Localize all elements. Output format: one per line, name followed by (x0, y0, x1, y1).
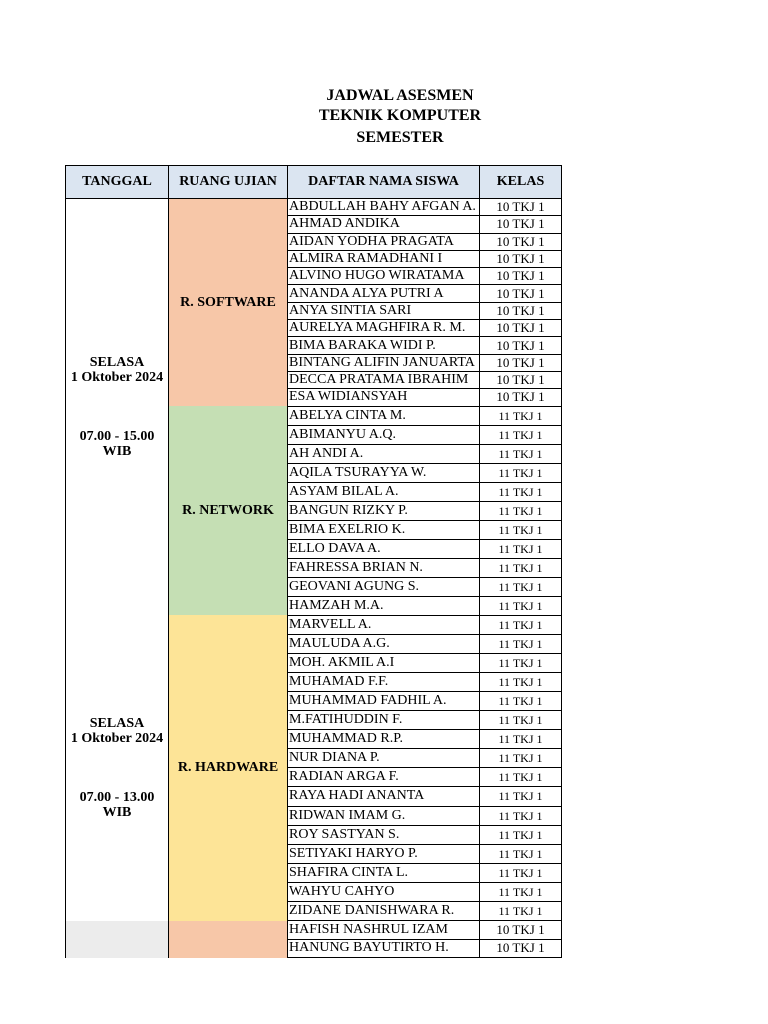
student-class: 11 TKJ 1 (480, 634, 562, 653)
student-name: FAHRESSA BRIAN N. (288, 558, 480, 577)
student-class: 11 TKJ 1 (480, 901, 562, 920)
student-class: 11 TKJ 1 (480, 482, 562, 501)
student-name: MUHAMMAD FADHIL A. (288, 691, 480, 710)
student-class: 11 TKJ 1 (480, 596, 562, 615)
student-class: 10 TKJ 1 (480, 320, 562, 337)
student-class: 10 TKJ 1 (480, 337, 562, 354)
student-class: 11 TKJ 1 (480, 577, 562, 596)
student-name: BIMA BARAKA WIDI P. (288, 337, 480, 354)
room-cell (169, 615, 288, 921)
student-name: NUR DIANA P. (288, 749, 480, 768)
student-class: 11 TKJ 1 (480, 539, 562, 558)
student-class: 10 TKJ 1 (480, 199, 562, 216)
room-cell (169, 921, 288, 958)
student-name: MAULUDA A.G. (288, 634, 480, 653)
student-name: ROY SASTYAN S. (288, 825, 480, 844)
student-name: ABIMANYU A.Q. (288, 425, 480, 444)
timezone-label: WIB (102, 444, 132, 460)
student-name: ELLO DAVA A. (288, 539, 480, 558)
student-name: M.FATIHUDDIN F. (288, 711, 480, 730)
student-name: HANUNG BAYUTIRTO H. (288, 939, 480, 958)
student-class: 10 TKJ 1 (480, 285, 562, 302)
column-header-tanggal: TANGGAL (66, 166, 169, 199)
student-class: 11 TKJ 1 (480, 520, 562, 539)
student-name: HAMZAH M.A. (288, 596, 480, 615)
student-class: 11 TKJ 1 (480, 882, 562, 901)
student-class: 11 TKJ 1 (480, 653, 562, 672)
date-cell (66, 921, 169, 958)
date-cell (66, 199, 169, 616)
title-line-1: JADWAL ASESMEN (326, 87, 474, 104)
room-label: R. SOFTWARE (180, 294, 276, 310)
student-name: MUHAMAD F.F. (288, 672, 480, 691)
student-name: ESA WIDIANSYAH (288, 389, 480, 406)
table-header-row (66, 166, 562, 199)
gap (66, 746, 168, 790)
student-name: RADIAN ARGA F. (288, 768, 480, 787)
student-class: 11 TKJ 1 (480, 825, 562, 844)
gap (66, 385, 168, 429)
student-name: SHAFIRA CINTA L. (288, 863, 480, 882)
student-class: 11 TKJ 1 (480, 615, 562, 634)
student-name: ZIDANE DANISHWARA R. (288, 901, 480, 920)
student-name: GEOVANI AGUNG S. (288, 577, 480, 596)
student-class: 11 TKJ 1 (480, 787, 562, 806)
student-class: 10 TKJ 1 (480, 371, 562, 388)
student-name: AH ANDI A. (288, 444, 480, 463)
student-name: RIDWAN IMAM G. (288, 806, 480, 825)
student-class: 10 TKJ 1 (480, 216, 562, 233)
student-class: 10 TKJ 1 (480, 250, 562, 267)
student-class: 11 TKJ 1 (480, 749, 562, 768)
student-name: ANANDA ALYA PUTRI A (288, 285, 480, 302)
room-label: R. NETWORK (182, 502, 274, 518)
column-header-kelas: KELAS (480, 166, 562, 199)
date-label: 1 Oktober 2024 (70, 370, 164, 386)
room-label: R. HARDWARE (177, 759, 279, 775)
table-row (66, 615, 562, 634)
student-name: HAFISH NASHRUL IZAM (288, 921, 480, 940)
student-class: 11 TKJ 1 (480, 672, 562, 691)
room-cell (169, 406, 288, 615)
day-label: SELASA (89, 355, 145, 371)
student-class: 11 TKJ 1 (480, 768, 562, 787)
student-name: RAYA HADI ANANTA (288, 787, 480, 806)
student-class: 10 TKJ 1 (480, 268, 562, 285)
table-row (66, 921, 562, 940)
student-name: ALVINO HUGO WIRATAMA (288, 268, 480, 285)
date-cell (66, 615, 169, 921)
room-cell (169, 199, 288, 407)
student-class: 11 TKJ 1 (480, 806, 562, 825)
time-label: 07.00 - 15.00 (79, 429, 155, 445)
date-label: 1 Oktober 2024 (70, 730, 164, 746)
student-class: 11 TKJ 1 (480, 425, 562, 444)
student-name: ANYA SINTIA SARI (288, 302, 480, 319)
student-class: 11 TKJ 1 (480, 463, 562, 482)
date-info (66, 716, 168, 820)
student-name: AHMAD ANDIKA (288, 216, 480, 233)
student-class: 11 TKJ 1 (480, 444, 562, 463)
student-name: MARVELL A. (288, 615, 480, 634)
student-name: MOH. AKMIL A.I (288, 653, 480, 672)
student-name: WAHYU CAHYO (288, 882, 480, 901)
student-class: 11 TKJ 1 (480, 711, 562, 730)
student-class: 11 TKJ 1 (480, 730, 562, 749)
student-name: BINTANG ALIFIN JANUARTA (288, 354, 480, 371)
table-row (66, 199, 562, 216)
student-name: ABELYA CINTA M. (288, 406, 480, 425)
student-name: BIMA EXELRIO K. (288, 520, 480, 539)
student-class: 10 TKJ 1 (480, 389, 562, 406)
student-class: 10 TKJ 1 (480, 921, 562, 940)
student-name: ASYAM BILAL A. (288, 482, 480, 501)
column-header-ruang-ujian: RUANG UJIAN (169, 166, 288, 199)
student-name: ALMIRA RAMADHANI I (288, 250, 480, 267)
title-line-2: TEKNIK KOMPUTER (318, 107, 482, 124)
student-class: 10 TKJ 1 (480, 354, 562, 371)
date-info (66, 355, 168, 459)
student-class: 11 TKJ 1 (480, 863, 562, 882)
title-line-3: SEMESTER (356, 129, 444, 146)
student-class: 11 TKJ 1 (480, 691, 562, 710)
student-name: BANGUN RIZKY P. (288, 501, 480, 520)
student-name: SETIYAKI HARYO P. (288, 844, 480, 863)
student-name: AIDAN YODHA PRAGATA (288, 233, 480, 250)
student-name: AURELYA MAGHFIRA R. M. (288, 320, 480, 337)
student-name: ABDULLAH BAHY AFGAN A. (288, 199, 480, 216)
student-class: 11 TKJ 1 (480, 406, 562, 425)
column-header-daftar-nama-siswa: DAFTAR NAMA SISWA (288, 166, 480, 199)
student-class: 11 TKJ 1 (480, 501, 562, 520)
timezone-label: WIB (102, 804, 132, 820)
time-label: 07.00 - 13.00 (79, 789, 155, 805)
student-class: 10 TKJ 1 (480, 939, 562, 958)
day-label: SELASA (89, 715, 145, 731)
student-class: 11 TKJ 1 (480, 844, 562, 863)
student-name: MUHAMMAD R.P. (288, 730, 480, 749)
student-name: DECCA PRATAMA IBRAHIM (288, 371, 480, 388)
schedule-table (65, 165, 562, 958)
student-class: 11 TKJ 1 (480, 558, 562, 577)
student-class: 10 TKJ 1 (480, 302, 562, 319)
table-body (66, 199, 562, 958)
student-class: 10 TKJ 1 (480, 233, 562, 250)
student-name: AQILA TSURAYYA W. (288, 463, 480, 482)
